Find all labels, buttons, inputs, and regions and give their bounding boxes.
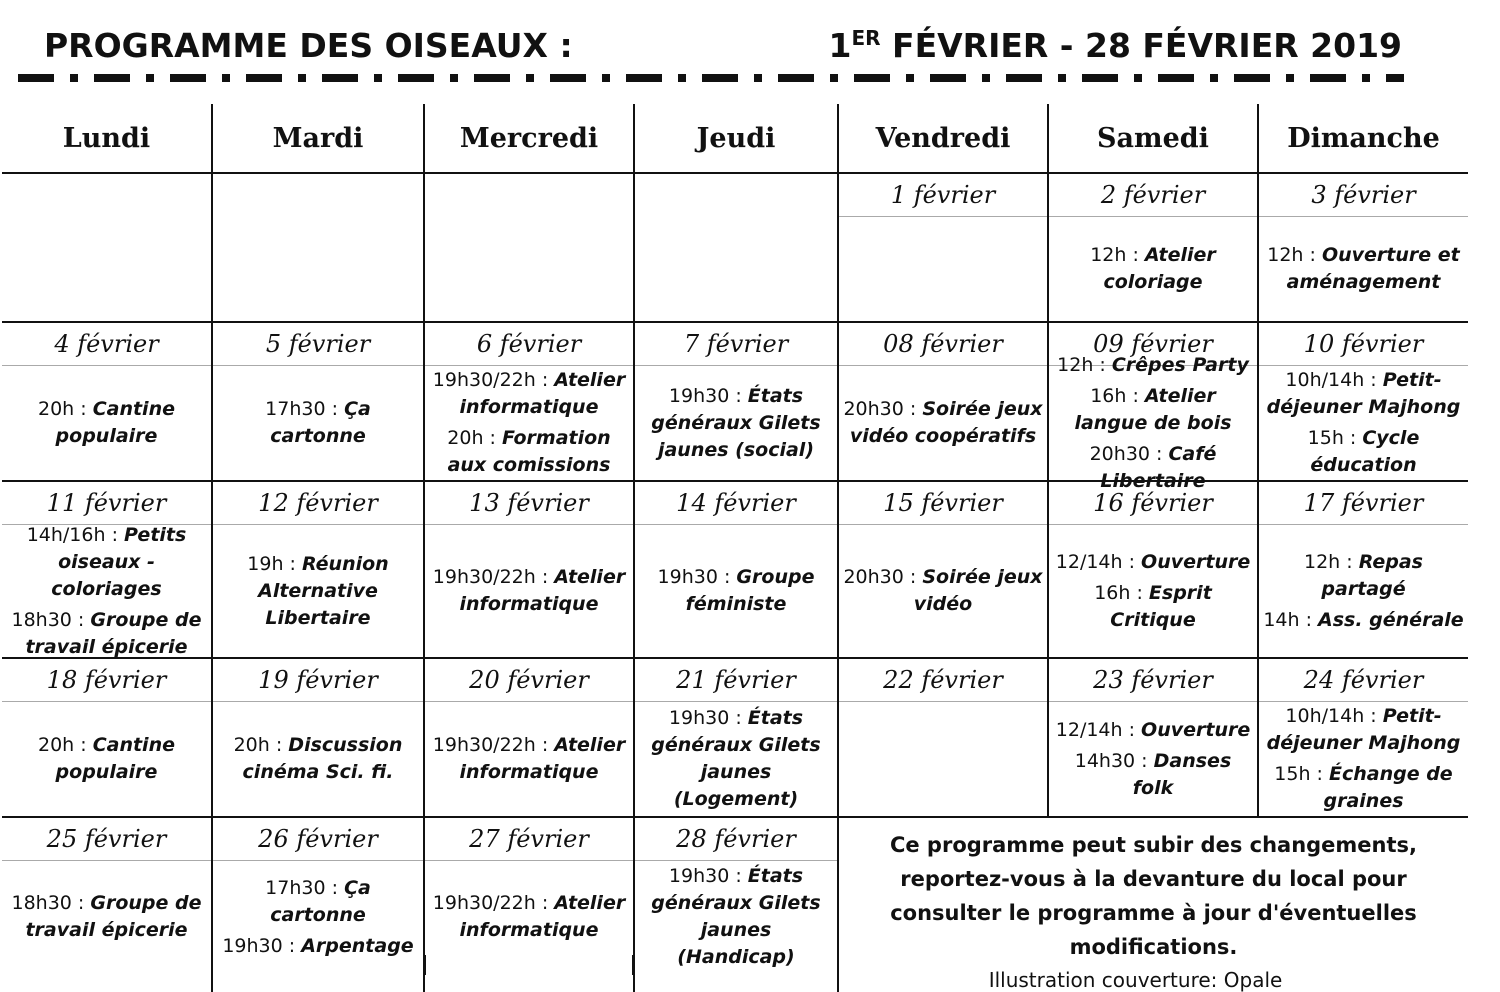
- event-name: Ouverture: [1141, 718, 1251, 741]
- day-cell: [1258, 322, 1468, 481]
- event-name: Petit-déjeuner Majhong: [1266, 705, 1461, 754]
- day-events: [1259, 366, 1468, 480]
- event-time: 20h :: [447, 427, 502, 449]
- event-time: 15h :: [1307, 427, 1363, 449]
- day-events: [635, 861, 837, 973]
- day-date: 23 février: [1049, 659, 1257, 702]
- day-cell: [1258, 173, 1468, 322]
- event-name: États généraux Gilets jaunes (Handicap): [651, 865, 821, 968]
- week-row: [2, 817, 1468, 992]
- event-time: 19h30 :: [222, 934, 302, 957]
- week-row: [2, 481, 1468, 658]
- event-name: Arpentage: [301, 934, 414, 957]
- day-cell: [838, 322, 1048, 481]
- event-name: Cantine populaire: [55, 398, 175, 447]
- event-item: [639, 705, 833, 813]
- weekday-header: Mercredi: [424, 104, 634, 173]
- event-item: [6, 522, 207, 603]
- day-cell: [1048, 173, 1258, 322]
- weekday-header: Lundi: [2, 104, 212, 173]
- event-time: 20h30 :: [1089, 442, 1169, 465]
- event-item: [6, 396, 207, 450]
- day-date: 10 février: [1259, 323, 1468, 366]
- day-date: 22 février: [839, 659, 1047, 702]
- event-item: [1263, 242, 1464, 296]
- weekday-header: Mardi: [212, 104, 424, 173]
- day-events: [1049, 525, 1257, 657]
- event-item: [429, 425, 629, 479]
- event-time: 18h30 :: [11, 608, 91, 631]
- day-events: [1049, 217, 1257, 321]
- event-time: 19h30 :: [668, 865, 748, 887]
- event-time: 14h :: [1263, 608, 1319, 631]
- day-events: [1259, 217, 1468, 321]
- day-cell: [212, 173, 424, 322]
- event-name: Repas partagé: [1321, 550, 1423, 600]
- event-name: Ça cartonne: [270, 876, 371, 926]
- event-time: 17h30 :: [265, 398, 345, 420]
- table-edge-mark: [424, 955, 426, 975]
- day-date: 08 février: [839, 323, 1047, 366]
- event-time: 12/14h :: [1055, 718, 1142, 741]
- day-events: [635, 216, 837, 320]
- event-item: [6, 890, 207, 944]
- event-time: 20h :: [233, 734, 289, 756]
- event-item: [1263, 703, 1464, 757]
- day-date: [213, 174, 423, 216]
- event-time: 20h :: [37, 398, 93, 420]
- day-events: [213, 216, 423, 320]
- event-time: 16h :: [1090, 384, 1145, 407]
- note-cell: [838, 817, 1468, 992]
- event-item: [639, 383, 833, 464]
- schedule-change-note: Ce programme peut subir des changements, reportez-vous à la devanture du local pour consulter le programme à jour d'éventuelles modifications.: [889, 833, 1418, 959]
- day-date: 18 février: [2, 659, 211, 702]
- day-events: [1049, 353, 1257, 492]
- event-name: Soirée jeux vidéo: [913, 566, 1043, 615]
- event-time: 20h :: [37, 734, 93, 756]
- day-date: 11 février: [2, 482, 211, 525]
- day-events: [425, 702, 633, 816]
- day-cell: [838, 658, 1048, 817]
- day-events: [2, 861, 211, 973]
- day-cell: [424, 481, 634, 658]
- event-name: Ass. générale: [1318, 608, 1464, 631]
- event-item: [1053, 748, 1253, 802]
- event-name: Atelier informatique: [459, 734, 626, 783]
- day-date: 17 février: [1259, 482, 1468, 525]
- event-name: Petit-déjeuner Majhong: [1266, 369, 1461, 418]
- event-item: [429, 367, 629, 421]
- day-cell: [634, 322, 838, 481]
- day-events: [839, 525, 1047, 657]
- day-date: [425, 174, 633, 216]
- event-item: [1053, 242, 1253, 296]
- day-events: [1049, 702, 1257, 816]
- day-date: 5 février: [213, 323, 423, 366]
- day-date: [635, 174, 837, 216]
- day-cell: [424, 658, 634, 817]
- day-events: [635, 366, 837, 480]
- day-cell: [634, 658, 838, 817]
- event-time: 20h30 :: [843, 398, 923, 420]
- event-time: 17h30 :: [265, 876, 345, 899]
- day-date: 3 février: [1259, 174, 1468, 217]
- event-time: 19h30 :: [668, 384, 748, 407]
- day-cell: [838, 173, 1048, 322]
- event-item: [429, 890, 629, 944]
- event-name: Atelier informatique: [459, 566, 626, 615]
- day-date: 15 février: [839, 482, 1047, 525]
- day-cell: [424, 173, 634, 322]
- day-cell: [838, 481, 1048, 658]
- event-name: Ça cartonne: [270, 398, 371, 447]
- day-date: 25 février: [2, 818, 211, 861]
- event-name: Esprit Critique: [1110, 581, 1212, 631]
- event-name: Atelier informatique: [459, 369, 626, 418]
- day-cell: [2, 322, 212, 481]
- event-time: 19h30/22h :: [432, 566, 555, 588]
- day-events: [1259, 525, 1468, 657]
- event-name: Crêpes Party: [1111, 353, 1249, 376]
- weekday-header: Vendredi: [838, 104, 1048, 173]
- event-name: Ouverture: [1141, 550, 1251, 573]
- day-date: 24 février: [1259, 659, 1468, 702]
- event-time: 14h/16h :: [26, 523, 125, 546]
- event-time: 12h :: [1267, 244, 1322, 266]
- day-events: [425, 366, 633, 480]
- event-item: [1053, 717, 1253, 744]
- event-time: 19h30 :: [657, 566, 737, 588]
- day-cell: [634, 481, 838, 658]
- event-time: 20h30 :: [843, 566, 923, 588]
- event-item: [217, 933, 419, 960]
- event-name: États généraux Gilets jaunes (Logement): [651, 707, 821, 810]
- event-time: 19h30 :: [668, 707, 748, 729]
- day-events: [839, 217, 1047, 321]
- weekday-header-row: [2, 104, 1468, 173]
- event-time: 19h30/22h :: [432, 734, 555, 756]
- event-time: 15h :: [1274, 763, 1329, 785]
- day-events: [213, 702, 423, 816]
- day-events: [213, 366, 423, 480]
- event-time: 19h30/22h :: [432, 369, 555, 391]
- day-date: 13 février: [425, 482, 633, 525]
- table-edge-mark: [632, 955, 634, 975]
- event-time: 12h :: [1090, 244, 1145, 266]
- event-item: [1263, 607, 1464, 634]
- event-item: [217, 875, 419, 929]
- week-row: [2, 322, 1468, 481]
- event-time: 18h30 :: [11, 892, 91, 914]
- day-cell: [634, 817, 838, 992]
- day-events: [1259, 702, 1468, 816]
- event-name: Atelier informatique: [459, 892, 626, 941]
- day-cell: [1258, 481, 1468, 658]
- day-cell: [2, 658, 212, 817]
- event-name: États généraux Gilets jaunes (social): [651, 384, 821, 461]
- event-name: Groupe féministe: [685, 566, 815, 615]
- event-name: Réunion Alternative Libertaire: [258, 552, 389, 629]
- day-cell: [212, 481, 424, 658]
- date-range: [829, 26, 1402, 65]
- day-events: [839, 702, 1047, 816]
- date-ordinal-suffix: ER: [851, 26, 881, 50]
- day-events: [2, 216, 211, 320]
- event-time: 12/14h :: [1055, 550, 1142, 573]
- event-item: [1053, 383, 1253, 437]
- day-events: [635, 702, 837, 816]
- event-item: [1263, 367, 1464, 421]
- day-events: [213, 861, 423, 973]
- event-time: 10h/14h :: [1285, 369, 1383, 391]
- event-time: 14h30 :: [1074, 749, 1154, 772]
- event-time: 10h/14h :: [1285, 705, 1383, 727]
- day-cell: [1048, 658, 1258, 817]
- event-item: [6, 607, 207, 661]
- event-item: [1263, 425, 1464, 479]
- day-date: 09 février: [1049, 323, 1257, 366]
- day-date: 20 février: [425, 659, 633, 702]
- event-item: [217, 732, 419, 786]
- day-events: [425, 216, 633, 320]
- day-date: 19 février: [213, 659, 423, 702]
- day-date: 7 février: [635, 323, 837, 366]
- day-events: [2, 366, 211, 480]
- illustration-credit: Illustration couverture: Opale: [988, 968, 1283, 992]
- day-date: 16 février: [1049, 482, 1257, 525]
- event-item: [639, 863, 833, 971]
- page-title: PROGRAMME DES OISEAUX :: [44, 26, 573, 65]
- event-time: 19h :: [247, 552, 302, 575]
- day-cell: [212, 658, 424, 817]
- day-cell: [424, 817, 634, 992]
- event-name: Ouverture et aménagement: [1286, 244, 1460, 293]
- event-name: Atelier coloriage: [1103, 244, 1216, 293]
- day-cell: [424, 322, 634, 481]
- day-date: 26 février: [213, 818, 423, 861]
- event-item: [1053, 352, 1253, 379]
- day-date: 12 février: [213, 482, 423, 525]
- day-date: 6 février: [425, 323, 633, 366]
- week-row: [2, 173, 1468, 322]
- event-time: 12h :: [1057, 353, 1112, 376]
- event-item: [843, 564, 1043, 618]
- day-cell: [2, 481, 212, 658]
- day-events: [635, 525, 837, 657]
- event-item: [639, 564, 833, 618]
- day-date: 2 février: [1049, 174, 1257, 217]
- event-name: Danses folk: [1132, 749, 1232, 799]
- day-events: [425, 861, 633, 973]
- event-item: [429, 732, 629, 786]
- week-row: [2, 658, 1468, 817]
- day-date: 28 février: [635, 818, 837, 861]
- event-item: [1053, 580, 1253, 634]
- date-range-text: FÉVRIER - 28 FÉVRIER 2019: [880, 26, 1402, 65]
- event-time: 16h :: [1094, 581, 1149, 604]
- day-cell: [212, 817, 424, 992]
- event-name: Cycle éducation: [1310, 427, 1420, 476]
- day-events: [2, 702, 211, 816]
- day-cell: [1048, 481, 1258, 658]
- event-item: [217, 551, 419, 632]
- header-divider: [18, 74, 1404, 82]
- day-events: [425, 525, 633, 657]
- calendar-table: [2, 104, 1468, 992]
- weekday-header: Dimanche: [1258, 104, 1468, 173]
- day-date: [2, 174, 211, 216]
- day-cell: [634, 173, 838, 322]
- event-name: Cantine populaire: [55, 734, 175, 783]
- event-name: Groupe de travail épicerie: [25, 892, 202, 941]
- event-item: [1053, 549, 1253, 576]
- day-cell: [1258, 658, 1468, 817]
- date-ordinal: 1: [828, 26, 852, 65]
- event-name: Échange de graines: [1323, 763, 1453, 812]
- event-name: Atelier langue de bois: [1074, 384, 1232, 434]
- day-cell: [212, 322, 424, 481]
- day-cell: [2, 817, 212, 992]
- day-date: 14 février: [635, 482, 837, 525]
- day-cell: [1048, 322, 1258, 492]
- weekday-header: Samedi: [1048, 104, 1258, 173]
- event-item: [217, 396, 419, 450]
- event-name: Soirée jeux vidéo coopératifs: [849, 398, 1043, 447]
- day-date: 1 février: [839, 174, 1047, 217]
- event-name: Formation aux comissions: [447, 427, 611, 476]
- day-date: 21 février: [635, 659, 837, 702]
- event-name: Petits oiseaux - coloriages: [51, 523, 187, 600]
- event-name: Café Libertaire: [1100, 442, 1217, 492]
- day-events: [839, 366, 1047, 480]
- day-events: [2, 525, 211, 657]
- day-date: 4 février: [2, 323, 211, 366]
- day-cell: [2, 173, 212, 322]
- weekday-header: Jeudi: [634, 104, 838, 173]
- event-item: [1263, 549, 1464, 603]
- event-time: 19h30/22h :: [432, 892, 555, 914]
- event-item: [429, 564, 629, 618]
- event-item: [1263, 761, 1464, 815]
- event-item: [843, 396, 1043, 450]
- day-date: 27 février: [425, 818, 633, 861]
- event-item: [6, 732, 207, 786]
- day-events: [213, 525, 423, 657]
- event-time: 12h :: [1303, 550, 1359, 573]
- event-name: Discussion cinéma Sci. fi.: [242, 734, 403, 783]
- event-name: Groupe de travail épicerie: [25, 608, 202, 658]
